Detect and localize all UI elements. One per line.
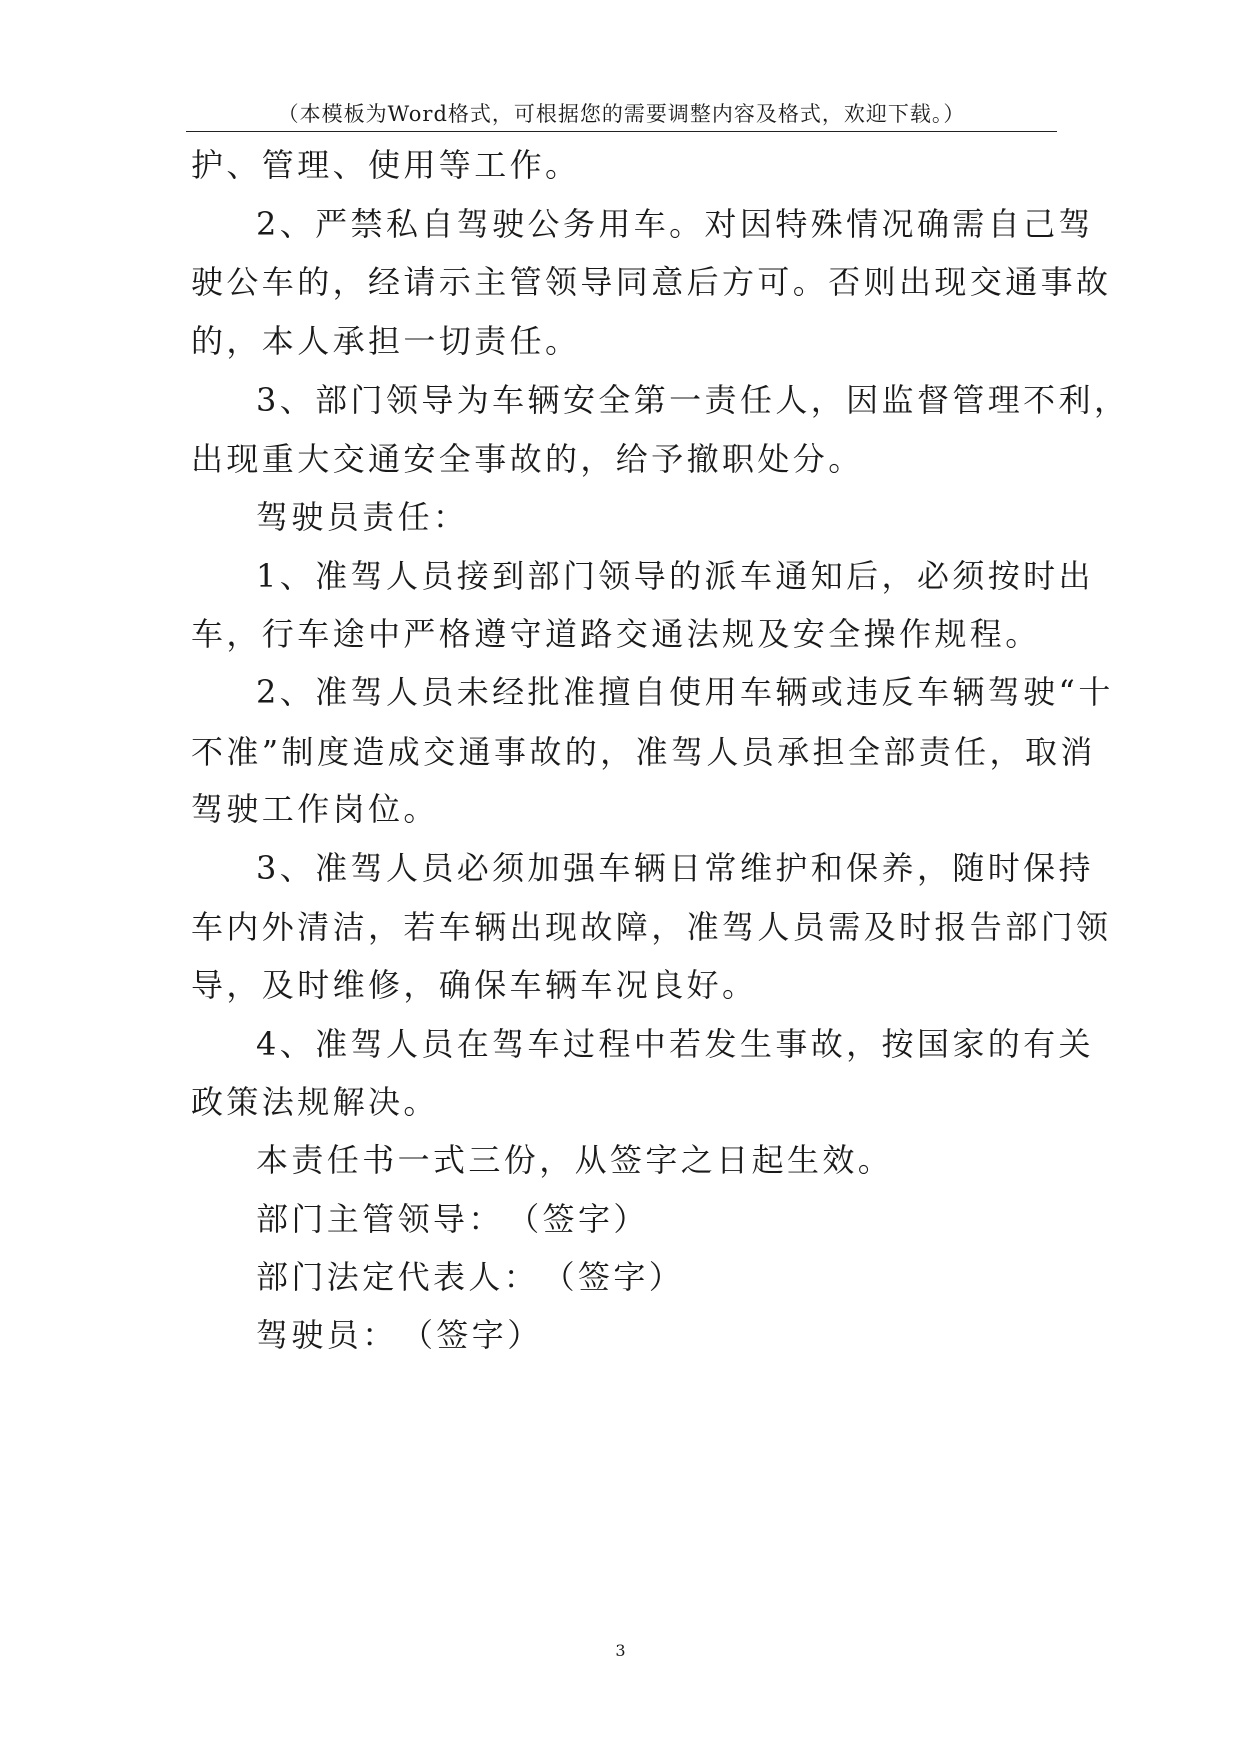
signature-line: 部门法定代表人： （签字）: [256, 1258, 685, 1296]
body-line: 驶公车的，经请示主管领导同意后方可。否则出现交通事故: [191, 263, 1112, 301]
section-heading: 驾驶员责任：: [256, 498, 469, 536]
signature-line: 驾驶员： （签字）: [256, 1316, 543, 1354]
signature-line: 部门主管领导： （签字）: [256, 1200, 649, 1238]
body-line: 驾驶工作岗位。: [191, 790, 439, 828]
body-line: 车，行车途中严格遵守道路交通法规及安全操作规程。: [191, 615, 1041, 653]
body-line: 1、准驾人员接到部门领导的派车通知后，必须按时出: [256, 557, 1094, 595]
body-line: 护、管理、使用等工作。: [191, 146, 581, 184]
body-line: 出现重大交通安全事故的，给予撤职处分。: [191, 440, 864, 478]
body-line: 本责任书一式三份，从签字之日起生效。: [256, 1141, 894, 1179]
body-line: 不准”制度造成交通事故的，准驾人员承担全部责任，取消: [191, 733, 1096, 771]
body-line: 2、严禁私自驾驶公务用车。对因特殊情况确需自己驾: [256, 205, 1094, 243]
page-number: 3: [615, 1641, 626, 1660]
body-line: 4、准驾人员在驾车过程中若发生事故，按国家的有关: [256, 1025, 1094, 1063]
body-line: 导，及时维修，确保车辆车况良好。: [191, 966, 758, 1004]
body-line: 的，本人承担一切责任。: [191, 322, 581, 360]
body-line: 政策法规解决。: [191, 1083, 439, 1121]
body-line: 2、准驾人员未经批准擅自使用车辆或违反车辆驾驶“十: [256, 673, 1114, 711]
header-notice: （本模板为Word格式，可根据您的需要调整内容及格式，欢迎下载。）: [277, 102, 966, 126]
body-line: 3、准驾人员必须加强车辆日常维护和保养，随时保持: [256, 849, 1094, 887]
body-line: 车内外清洁，若车辆出现故障，准驾人员需及时报告部门领: [191, 908, 1112, 946]
header-divider: [186, 131, 1057, 132]
body-line: 3、部门领导为车辆安全第一责任人，因监督管理不利，: [256, 381, 1130, 419]
